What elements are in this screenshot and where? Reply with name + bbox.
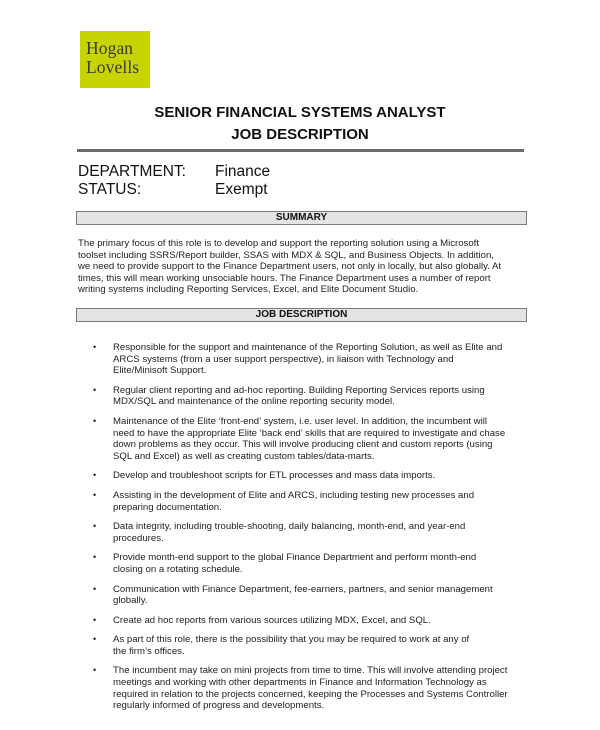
list-item-line: globally. [113,595,148,607]
list-item-line: regularly informed of progress and developments. [113,700,325,712]
bullet-icon: • [93,614,97,625]
list-item-line: The incumbent may take on mini projects from time to time. This will involve attending project [113,665,508,677]
list-item [93,490,533,513]
summary-line: The primary focus of this role is to develop and support the reporting solution using a Microsoft [78,238,480,249]
page-title: SENIOR FINANCIAL SYSTEMS ANALYST [154,104,446,121]
bullet-icon: • [93,489,97,500]
bullet-icon: • [93,634,97,645]
bullet-icon: • [93,665,97,676]
list-item [93,342,533,377]
list-item-line: Responsible for the support and maintenance of the Reporting Solution, as well as Elite and [113,342,503,353]
list-item-line: MDX/SQL and maintenance of the online reporting security model. [113,396,395,408]
list-item-line: Maintenance of the Elite ‘front-end’ system, i.e. user level. In addition, the incumbent will [113,415,487,427]
summary-line: writing systems including Reporting Services, Excel, and Elite Document Studio. [78,284,419,296]
list-item [93,416,533,462]
list-item-line: Create ad hoc reports from various sources utilizing MDX, Excel, and SQL. [113,614,431,626]
bullet-icon: • [93,521,97,532]
list-item-line: required in relation to the projects concerned, keeping the Processes and Systems Controller [113,688,508,700]
page-subtitle: JOB DESCRIPTION [231,126,369,143]
list-item-line: preparing documentation. [113,501,222,513]
logo-line-2: Lovells [86,57,140,77]
list-item-line: Provide month-end support to the global Finance Department and perform month-end [113,552,477,564]
hogan-lovells-logo [80,31,150,88]
job-description-heading: JOB DESCRIPTION [76,308,527,322]
bullet-icon: • [93,384,97,395]
summary-line: we need to provide support to the Finance Department users, not only in locally, but also globally. At [78,261,502,273]
list-item-line: Data integrity, including trouble-shooting, daily balancing, month-end, and year-end [113,521,466,533]
list-item [93,665,533,711]
summary-text [78,238,528,296]
list-item [93,385,533,408]
list-item-line: Develop and troubleshoot scripts for ETL processes and mass data imports. [113,470,436,482]
list-item [93,634,533,657]
list-item-line: meetings and working with other departments in Finance and Information Technology as [113,677,487,689]
list-item-line: the firm’s offices. [113,645,185,657]
list-item-line: closing on a rotating schedule. [113,563,243,575]
list-item-line: As part of this role, there is the possibility that you may be required to work at any of [113,634,470,646]
list-item-line: need to have the appropriate Elite ‘back end’ skills that are required to investigate and chase [113,427,506,439]
status-value: Exempt [215,181,268,198]
bullet-icon: • [93,342,97,352]
bullet-icon: • [93,470,97,481]
list-item [93,521,533,544]
list-item-line: Communication with Finance Department, fee-earners, partners, and senior management [113,583,493,595]
list-item [93,470,533,482]
list-item [93,552,533,575]
bullet-icon: • [93,415,97,426]
list-item-line: Regular client reporting and ad-hoc reporting. Building Reporting Services reports using [113,384,485,396]
summary-line: toolset including SSRS/Report builder, SSAS with MDX & SQL, and Business Objects. In addition, [78,249,494,261]
list-item-line: down problems as they occur. This will involve producing client and custom reports (using [113,439,493,451]
logo-line-1: Hogan [86,38,134,58]
department-value: Finance [215,163,271,180]
summary-line: times, this will mean working unsociable hours. The Finance Department uses a number of report [78,272,491,284]
list-item [93,584,533,607]
list-item-line: SQL and Excel) as well as creating custom tables/data-marts. [113,450,375,462]
department-label: DEPARTMENT: [78,163,186,180]
list-item-line: Elite/Minisoft Support. [113,365,207,377]
title-divider [77,149,524,152]
list-item-line: procedures. [113,532,164,544]
summary-heading: SUMMARY [76,211,527,225]
list-item-line: Assisting in the development of Elite and ARCS, including testing new processes and [113,489,475,501]
status-label: STATUS: [78,181,142,198]
bullet-icon: • [93,552,97,563]
job-duties-list [93,342,533,720]
list-item-line: ARCS systems (from a user support perspective), in liaison with Technology and [113,353,454,365]
bullet-icon: • [93,583,97,594]
list-item [93,615,533,627]
